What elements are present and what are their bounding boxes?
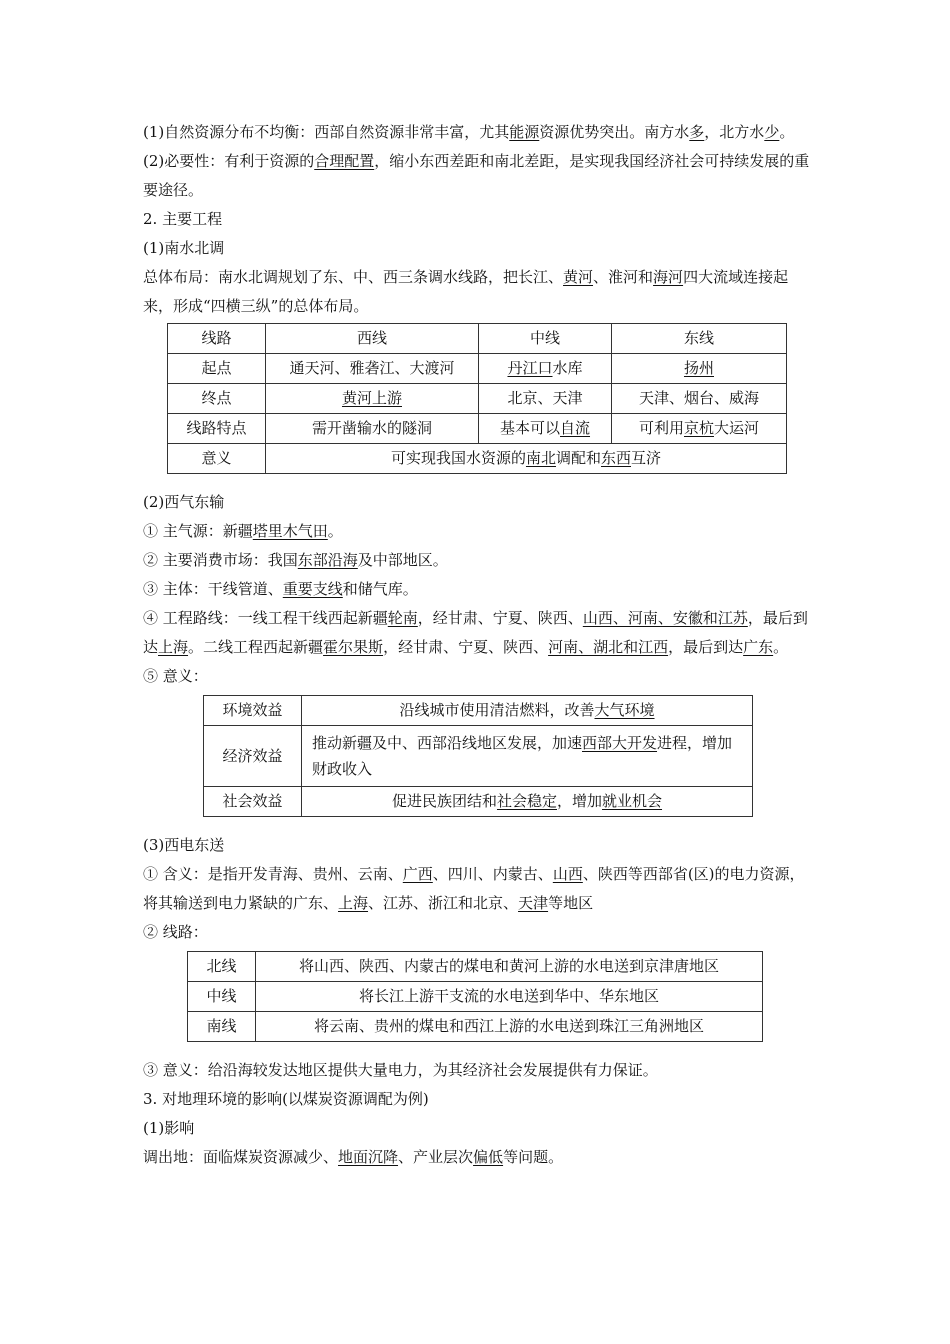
fill-blank: 少 (764, 123, 780, 141)
text: 、淮河和 (593, 268, 654, 286)
table-cell (479, 414, 612, 444)
text: 。 (779, 123, 795, 141)
list-item (143, 517, 815, 546)
fill-blank: 上海 (338, 894, 369, 912)
south-north-table (167, 323, 787, 474)
table-cell: 将山西、陕西、内蒙古的煤电和黄河上游的水电送到京津唐地区 (256, 952, 763, 982)
fill-blank: 丹江口 (507, 359, 553, 377)
table-cell: 需开凿输水的隧洞 (266, 414, 479, 444)
text: 等问题。 (503, 1148, 564, 1166)
text: ④ 工程路线：一线工程干线西起新疆 (143, 609, 388, 627)
table-cell (266, 444, 787, 474)
table-cell: 北京、天津 (479, 384, 612, 414)
text: 。 (773, 638, 789, 656)
text: ，最后到达 (668, 638, 744, 656)
section-heading: 2. 主要工程 (143, 210, 223, 228)
text: 可利用 (638, 419, 684, 437)
fill-blank: 山西 (552, 865, 583, 883)
text: (1)自然资源分布不均衡：西部自然资源非常丰富，尤其 (143, 123, 510, 141)
text: (2)必要性：有利于资源的 (143, 152, 315, 170)
fill-blank: 塔里木气田 (252, 522, 328, 540)
text: 资源优势突出。南方水 (539, 123, 690, 141)
fill-blank: 东西 (601, 449, 632, 467)
text: 等地区 (548, 894, 594, 912)
fill-blank: 南北 (525, 449, 556, 467)
fill-blank: 上海 (158, 638, 189, 656)
table-cell: 南线 (188, 1012, 256, 1042)
table-row (204, 787, 753, 817)
table-cell (302, 696, 753, 726)
table-cell: 通天河、雅砻江、大渡河 (266, 354, 479, 384)
text: 、四川、内蒙古、 (432, 865, 553, 883)
text: 调出地：面临煤炭资源减少、 (143, 1148, 339, 1166)
paragraph-layout (143, 263, 815, 321)
list-item: ③ 意义：给沿海较发达地区提供大量电力，为其经济社会发展提供有力保证。 (143, 1061, 658, 1079)
subsection-heading: (2)西气东输 (143, 493, 225, 511)
subsection-heading: (3)西电东送 (143, 836, 225, 854)
table-row (168, 354, 787, 384)
fill-blank: 西部大开发 (582, 734, 658, 752)
fill-blank: 广西 (402, 865, 433, 883)
fill-blank: 就业机会 (602, 792, 663, 810)
fill-blank: 天津 (518, 894, 549, 912)
table-row (188, 952, 763, 982)
fill-blank: 霍尔果斯 (323, 638, 384, 656)
fill-blank: 海河 (653, 268, 684, 286)
text: 大运河 (714, 419, 760, 437)
text: ① 主气源：新疆 (143, 522, 253, 540)
text: 沿线城市使用清洁燃料，改善 (399, 701, 595, 719)
table-cell (302, 787, 753, 817)
gas-benefit-table (203, 695, 753, 817)
text: 。二线工程西起新疆 (188, 638, 324, 656)
text: 总体布局：南水北调规划了东、中、西三条调水线路，把长江、 (143, 268, 564, 286)
text: 。 (327, 522, 343, 540)
table-row (168, 414, 787, 444)
text: ，北方水 (704, 123, 765, 141)
fill-blank: 多 (689, 123, 705, 141)
paragraph-necessity (143, 147, 815, 205)
table-cell: 线路特点 (168, 414, 266, 444)
fill-blank: 社会稳定 (496, 792, 557, 810)
text: ，经甘肃、宁夏、陕西、 (383, 638, 549, 656)
list-item (143, 546, 815, 575)
section-heading: 3. 对地理环境的影响(以煤炭资源调配为例) (143, 1090, 429, 1108)
text: ，经甘肃、宁夏、陕西、 (417, 609, 583, 627)
fill-blank: 黄河 (563, 268, 594, 286)
list-item (143, 604, 815, 662)
fill-blank: 偏低 (473, 1148, 504, 1166)
fill-blank: 大气环境 (594, 701, 655, 719)
table-cell (479, 354, 612, 384)
text: 、陕西等西部省(区)的电力资源，将其输送到电力紧缺的广东、 (143, 865, 805, 912)
fill-blank: 河南、湖北和江西 (548, 638, 669, 656)
table-cell: 经济效益 (204, 726, 302, 787)
text: 、产业层次 (398, 1148, 474, 1166)
table-cell (302, 726, 753, 787)
table-row (168, 384, 787, 414)
fill-blank: 重要支线 (282, 580, 343, 598)
list-item (143, 860, 815, 918)
fill-blank: 合理配置 (314, 152, 375, 170)
paragraph-natural-resources (143, 118, 815, 147)
table-header: 线路 (168, 324, 266, 354)
table-cell: 将长江上游干支流的水电送到华中、华东地区 (256, 982, 763, 1012)
table-cell: 中线 (188, 982, 256, 1012)
table-cell: 环境效益 (204, 696, 302, 726)
fill-blank: 自流 (560, 419, 591, 437)
table-row (188, 1012, 763, 1042)
fill-blank: 山西、河南、安徽和江苏 (582, 609, 748, 627)
list-item: ② 线路： (143, 923, 208, 941)
table-cell: 北线 (188, 952, 256, 982)
fill-blank: 轮南 (387, 609, 418, 627)
text: 可实现我国水资源的 (390, 449, 526, 467)
list-item: ⑤ 意义： (143, 667, 208, 685)
subsection-heading: (1)南水北调 (143, 239, 225, 257)
text: ③ 主体：干线管道、 (143, 580, 283, 598)
text: 促进民族团结和 (391, 792, 497, 810)
text: 水库 (552, 359, 583, 377)
fill-blank: 东部沿海 (297, 551, 358, 569)
list-item (143, 575, 815, 604)
text: 及中部地区。 (357, 551, 448, 569)
table-header: 中线 (479, 324, 612, 354)
text: ① 含义：是指开发青海、贵州、云南、 (143, 865, 403, 883)
text: 基本可以 (499, 419, 560, 437)
table-row (168, 324, 787, 354)
fill-blank: 京杭 (683, 419, 714, 437)
text: ，缩小东西差距和南北差距，是实现我国经济社会可持续发展的重要途径。 (143, 152, 810, 199)
fill-blank: 黄河上游 (341, 389, 402, 407)
table-header: 东线 (612, 324, 787, 354)
fill-blank: 广东 (743, 638, 774, 656)
table-header: 西线 (266, 324, 479, 354)
text: 推动新疆及中、西部沿线地区发展，加速 (312, 734, 583, 752)
text: ，最后到达 (143, 609, 808, 656)
fill-blank: 地面沉降 (338, 1148, 399, 1166)
power-route-table (187, 951, 763, 1042)
table-cell (266, 384, 479, 414)
fill-blank: 扬州 (683, 359, 714, 377)
table-cell: 意义 (168, 444, 266, 474)
text: 和储气库。 (342, 580, 418, 598)
text: 互济 (631, 449, 662, 467)
table-row (204, 726, 753, 787)
text: 四大流域连接起来，形成“四横三纵”的总体布局。 (143, 268, 789, 315)
text: ② 主要消费市场：我国 (143, 551, 298, 569)
text: 进程，增加财政收入 (312, 734, 733, 778)
table-cell: 起点 (168, 354, 266, 384)
text: 调配和 (555, 449, 601, 467)
table-cell (612, 414, 787, 444)
table-row (168, 444, 787, 474)
table-cell: 天津、烟台、威海 (612, 384, 787, 414)
document-body (143, 118, 815, 1172)
paragraph-export-region (143, 1143, 815, 1172)
text: 、江苏、浙江和北京、 (368, 894, 519, 912)
fill-blank: 能源 (509, 123, 540, 141)
table-cell: 终点 (168, 384, 266, 414)
table-cell: 社会效益 (204, 787, 302, 817)
table-cell: 将云南、贵州的煤电和西江上游的水电送到珠江三角洲地区 (256, 1012, 763, 1042)
table-row (188, 982, 763, 1012)
text: ，增加 (557, 792, 603, 810)
subsection-heading: (1)影响 (143, 1119, 195, 1137)
table-row (204, 696, 753, 726)
table-cell (612, 354, 787, 384)
